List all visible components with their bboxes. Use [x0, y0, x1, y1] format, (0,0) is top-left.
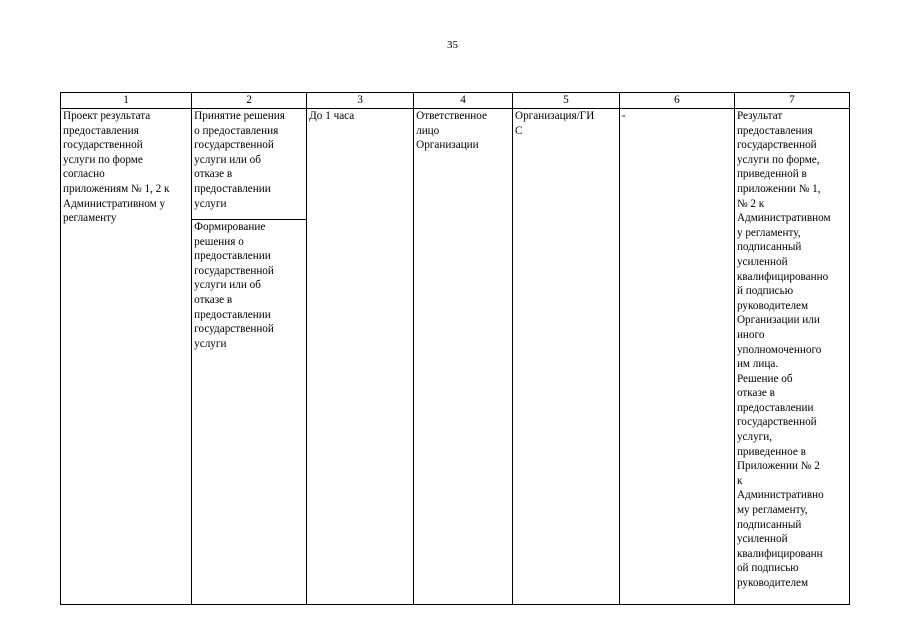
header-cell-2: 2: [192, 93, 307, 109]
table-row: [61, 109, 850, 220]
result-cell: Результат предоставления государственной услуги по форме, приведенной в приложении № 1, № 2 к Административном у регламенту, подписанный усиленной квалифицированно й подписью руководителем Организации или иного уполномоченного им лица. Решение об отказе в предоставлении государственной услуги, приведенное в Приложении № 2 к Административно му регламенту, подписанный усиленной квалифицированн ой подписью руководителем: [734, 109, 849, 605]
header-cell-5: 5: [512, 93, 619, 109]
result-draft-cell: Проект результата предоставления государственной услуги по форме согласно приложениям № 1, 2 к Административном у регламенту: [61, 109, 192, 605]
criteria-cell: -: [619, 109, 734, 605]
header-row: [61, 93, 850, 109]
system-cell: Организация/ГИ С: [512, 109, 619, 605]
header-cell-3: 3: [307, 93, 414, 109]
header-cell-7: 7: [734, 93, 849, 109]
header-cell-1: 1: [61, 93, 192, 109]
formation-action-cell: Формирование решения о предоставлении государственной услуги или об отказе в предоставлении государственной услуги: [192, 220, 307, 605]
header-cell-6: 6: [619, 93, 734, 109]
responsible-cell: Ответственное лицо Организации: [414, 109, 513, 605]
decision-action-cell: Принятие решения о предоставления государственной услуги или об отказе в предоставлении услуги: [192, 109, 307, 220]
procedure-table: [60, 92, 850, 605]
header-cell-4: 4: [414, 93, 513, 109]
duration-cell: До 1 часа: [307, 109, 414, 605]
page-number: 35: [447, 39, 458, 51]
